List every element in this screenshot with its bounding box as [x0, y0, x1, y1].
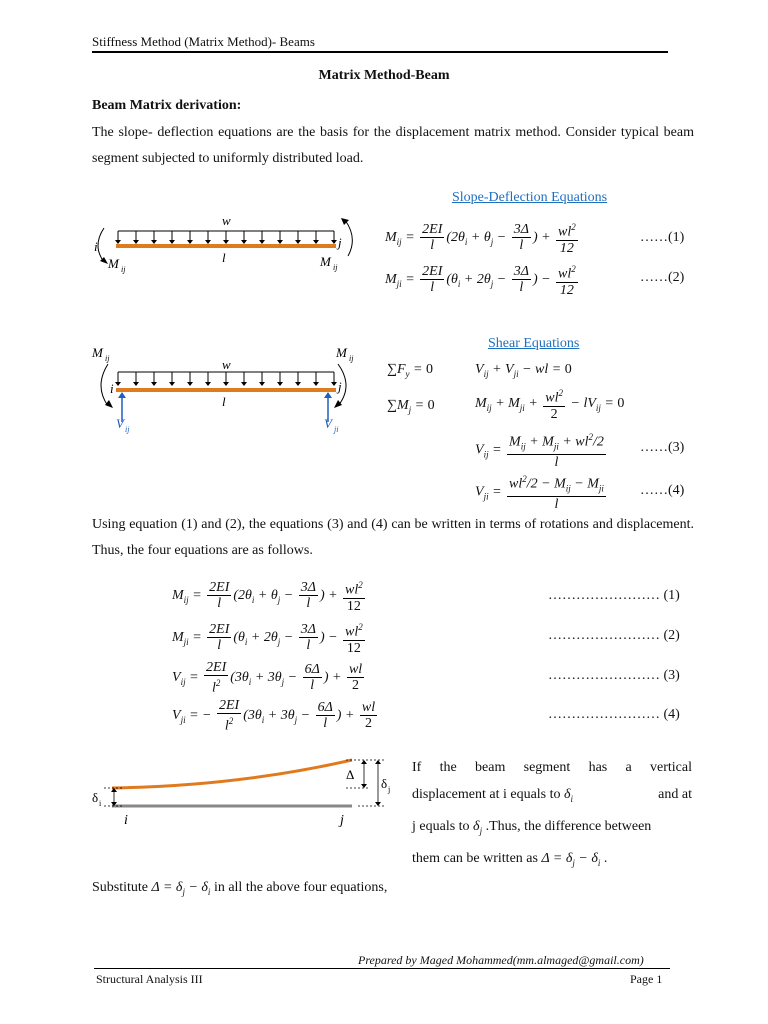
sum-mj: $\sum M_j = 0$	[387, 398, 435, 415]
label-j: j	[338, 235, 342, 250]
running-header: Stiffness Method (Matrix Method)- Beams	[92, 34, 315, 49]
shear-equilibrium: $V_{ij} + V_{ji}$ − wl = 0	[475, 362, 572, 379]
shear-caption: Shear Equations	[488, 336, 580, 351]
label-w: w	[222, 213, 231, 228]
section-heading: Beam Matrix derivation:	[92, 98, 242, 113]
svg-text:i: i	[99, 799, 102, 808]
svg-text:ji: ji	[334, 425, 339, 434]
label-l: l	[222, 250, 226, 265]
displaced-beam	[112, 760, 355, 788]
moment-arrow-right	[345, 220, 352, 256]
equation-1-number: ……(1)	[640, 230, 685, 245]
deflection-line-2: displacement at i equals to $\delta_i$ and at	[412, 787, 692, 804]
svg-text:ij: ij	[105, 354, 110, 363]
equation-3: $V_{ij}$ = $\frac{M_{ij} + M_{ji} + wl^2/2}{l}$	[475, 432, 604, 471]
equation-2-number: ……(2)	[640, 270, 685, 285]
label-Mij-left-sub: ij	[121, 265, 126, 274]
final-equation-2-number: …………………… (2)	[548, 628, 680, 643]
equation-4-number: ……(4)	[640, 483, 685, 498]
using-paragraph: Using equation (1) and (2), the equations (3) and (4) can be written in terms of rotations and displacement. Thus, the four equations are as follows.	[92, 517, 694, 558]
equation-1: $M_{ij}$ = $\frac{2EI}{l}$ ($2\theta_i + \theta_j$ − $\frac{3\Delta}{l}$ ) + $\frac{wl^2}{12}$	[385, 222, 576, 256]
label-l-2: l	[222, 394, 226, 409]
beam-shear-diagram	[88, 342, 378, 442]
label-Vji: V	[324, 416, 332, 431]
label-Mij-right-sub: ij	[333, 263, 338, 272]
deflection-line-4: them can be written as $\Delta = \delta_j - \delta_i$ .	[412, 850, 608, 868]
label-delta-j: δ	[381, 776, 388, 791]
final-equation-4: $V_{ji}$ = − $\frac{2EI}{l^2}$ ($3\theta_i + 3\theta_j$ − $\frac{6\Delta}{l}$ ) + $\frac{wl}{2}$	[172, 698, 376, 734]
final-equation-2: $M_{ji}$ = $\frac{2EI}{l}$ ($\theta_i + 2\theta_j$ − $\frac{3\Delta}{l}$ ) − $\frac{wl^2}{12}$	[172, 622, 363, 656]
final-equation-4-number: …………………… (4)	[548, 707, 680, 722]
beam-udl-diagram	[90, 210, 370, 290]
displacement-diagram	[88, 752, 404, 832]
footer-page: Page 1	[630, 972, 663, 986]
label-w-2: w	[222, 357, 231, 372]
page-title: Matrix Method-Beam	[318, 68, 450, 83]
label-i-3: i	[124, 813, 128, 828]
svg-text:ij: ij	[349, 354, 354, 363]
label-delta-i: δ	[92, 790, 99, 805]
label-j-3: j	[340, 813, 344, 828]
substitute-line: Substitute $\Delta = \delta_j - \delta_i$ in all the above four equations,	[92, 880, 388, 897]
moment-equilibrium: $M_{ij} + M_{ji}$ + $\frac{wl^2}{2}$ − $lV_{ij} = 0$	[475, 388, 625, 422]
label-Mij-left: M	[108, 256, 119, 271]
deflection-line-3: j equals to $\delta_j$ .Thus, the difference between	[412, 818, 652, 836]
label-Mij-right: M	[320, 254, 331, 269]
final-equation-1-number: …………………… (1)	[548, 588, 680, 603]
deflection-line-1: If the beam segment has a vertical	[412, 760, 692, 775]
header-rule	[92, 51, 668, 53]
final-equation-3-number: …………………… (3)	[548, 668, 680, 683]
equation-4: $V_{ji}$ = $\frac{wl^2/2 - M_{ij} - M_{ji}}{l}$	[475, 474, 604, 513]
label-i-2: i	[110, 381, 114, 396]
final-equation-3: $V_{ij}$ = $\frac{2EI}{l^2}$ ($3\theta_i + 3\theta_j$ − $\frac{6\Delta}{l}$ ) + $\frac{wl}{2}$	[172, 660, 363, 696]
sum-fy: $\sum F_y = 0$	[387, 362, 433, 379]
deflection-paragraph	[412, 754, 692, 876]
svg-text:ij: ij	[125, 425, 130, 434]
author-credit: Prepared by Maged Mohammed(mm.almaged@gmail.com)	[358, 953, 644, 967]
equation-3-number: ……(3)	[640, 440, 685, 455]
equation-2: $M_{ji}$ = $\frac{2EI}{l}$ ($\theta_i + 2\theta_j$ − $\frac{3\Delta}{l}$ ) − $\frac{wl^2}{12}$	[385, 264, 576, 298]
label-M-left: M	[92, 345, 103, 360]
intro-paragraph: The slope- deflection equations are the basis for the displacement matrix method. Consider typical beam segment subjected to uniformly distributed load.	[92, 125, 694, 166]
svg-text:j: j	[388, 785, 391, 794]
label-Vij: V	[116, 416, 124, 431]
label-delta: Δ	[346, 767, 355, 782]
moment-arrow-left-2	[101, 364, 108, 406]
final-equation-1: $M_{ij}$ = $\frac{2EI}{l}$ ($2\theta_i + \theta_j$ − $\frac{3\Delta}{l}$ ) + $\frac{wl^2}{12}$	[172, 580, 363, 614]
footer-rule	[94, 968, 670, 969]
label-M-right: M	[336, 345, 347, 360]
footer-course: Structural Analysis III	[96, 972, 203, 986]
slope-deflection-caption: Slope-Deflection Equations	[452, 190, 608, 205]
label-j-2: j	[338, 379, 342, 394]
moment-arrow-left	[98, 228, 104, 262]
label-i: i	[94, 239, 98, 254]
